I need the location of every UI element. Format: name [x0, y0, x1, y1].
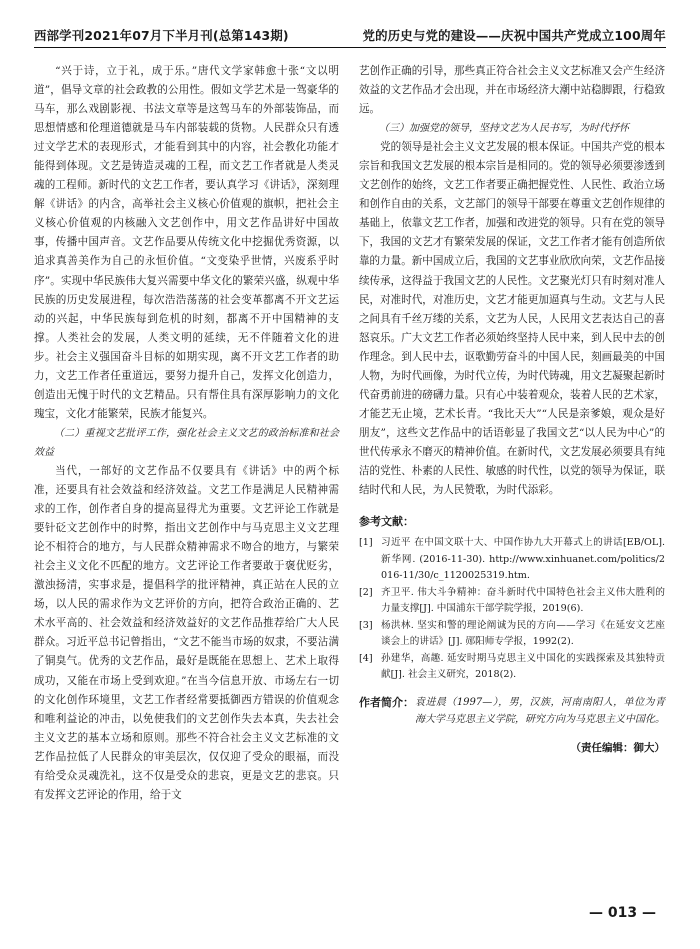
- body-paragraph: “兴于诗，立于礼，成于乐。”唐代文学家韩愈十张“文以明道”，倡导文章的社会政教的公用性。假如文学艺术是一驾豪华的马车，那么戏剧影视、书法文章等是这驾马车的外部装饰品，而思想情感和伦理道德就是马车内部装载的货物。人民群众只有透过文学艺术的表现形式，才能看到其中的内容，社会教化功能才能得到体现。文艺是铸造灵魂的工程，而文艺工作者就是人类灵魂的工程师。新时代的文艺工作者，要认真学习《讲话》，深刻理解《讲话》的内含，高举社会主义核心价值观的旗帜，把社会主义核心价值观的内核融入文艺创作中，用文艺作品讲好中国故事，传播中国声音。文艺作品要从传统文化中挖掘优秀资源，以追求真善美作为自己的永恒价值。“文变染乎世情，兴废系乎时序”。实现中华民族伟大复兴需要中华文化的繁荣兴盛，纵观中华民族的历史发展进程，每次浩浩荡荡的社会变革都离不开文艺运动的兴起，中华民族每到危机的时刻，都离不开中国精神的支撑。人类社会的发展，人类文明的延续，无不伴随着文化的进步。社会主义强国奋斗目标的如期实现，离不开文艺工作者的助力，文艺工作者任重道远，要努力提升自己，发挥文化创造力，创造出无愧于时代的文艺精品。只有帮住具有深厚影响力的文化瑰宝，文化才能繁荣，民族才能复兴。: [34, 65, 339, 420]
- reference-number: [4]: [359, 652, 373, 664]
- reference-item: [359, 618, 665, 651]
- body-paragraph: 当代，一部好的文艺作品不仅要具有《讲话》中的两个标准，还要具有社会效益和经济效益。文艺工作是满足人民精神需求的工作，创作者自身的提高显得尤为重要。文艺评论工作就是要针砭文艺创作中的时弊，指出文艺创作中与马克思主义文艺理论不相符合的地方，与人民群众精神需求不吻合的地方，与繁荣社会主义文化不匹配的地方。文艺评论工作者要敢于褒优贬劣，激浊扬清，实事求是，提倡科学的批评精神，真正站在人民的立场，以人民的需求作为文艺评价的方向，把符合政治正确的、艺术水平高的、社会效益和经济效益好的文艺作品推荐给广大人民群众。习近平总书记曾指出，“文艺不能当市场的奴隶，不要沾满了铜臭气。优秀的文艺作品，最好是既能在思想上、艺术上取得成功，又能在市场上受到欢迎。”在当今信息开放、市场左右一切的文化创作环境里，文艺工作者经常要抵御西方错误的价值观念和唯利益论的冲击，以免使我们的文艺创作失去本真，失去社会主义文艺的基本立场和原则。那些不符合社会主义文艺标准的文艺作品拉低了人民群众的审美层次，仅仅迎了受众的眼福，而没有给受众灵魂洗礼，这不仅是受众的悲哀，更是文艺的悲哀。只有发挥文艺评论的作用，给于文: [34, 464, 339, 801]
- responsible-editor: （责任编辑：御大）: [570, 741, 665, 754]
- author-bio-text: 袁进晨（1997—），男，汉族，河南南阳人，单位为青海大学马克思主义学院，研究方向为马克思主义中国化。: [415, 696, 665, 726]
- journal-issue-header: 西部学刊2021年07月下半月刊(总第143期): [34, 28, 289, 43]
- reference-number: [3]: [359, 619, 373, 631]
- section-heading: （二）重视文艺批评工作，强化社会主义文艺的政治标准和社会效益: [34, 427, 339, 458]
- left-column: [34, 62, 339, 805]
- references-title: 参考文献：: [359, 515, 414, 529]
- author-bio: [359, 694, 665, 729]
- reference-text: 习近平 在中国文联十大、中国作协九大开幕式上的讲话[EB/OL]. 新华网. (2016-11-30). http://www.xinhuanet.com/politics/2016-11/30/c_1120025319.htm.: [381, 537, 665, 582]
- reference-text: 孙建华，高趣. 延安时期马克思主义中国化的实践探索及其独特贡献[J]. 社会主义研究，2018(2).: [381, 652, 665, 681]
- reference-item: [359, 651, 665, 684]
- reference-text: 杨洪林. 坚实和警的理论阐诚为民的方向——学习《在延安文艺座谈会上的讲话》[J]. 郧阳师专学报，1992(2).: [381, 619, 665, 648]
- section-heading: （三）加强党的领导，坚持文艺为人民书写，为时代抒怀: [379, 123, 629, 135]
- reference-item: [359, 585, 665, 618]
- page-number: — 013 —: [589, 905, 656, 921]
- header-rule: [34, 47, 666, 48]
- reference-text: 齐卫平. 伟大斗争精神：奋斗新时代中国特色社会主义伟大胜利的力量支撑[J]. 中国浦东干部学院学报，2019(6).: [381, 586, 665, 615]
- reference-number: [2]: [359, 586, 373, 598]
- author-bio-label: 作者简介：: [359, 695, 414, 709]
- column-title-header: 党的历史与党的建设——庆祝中国共产党成立100周年: [362, 28, 666, 43]
- body-paragraph: 党的领导是社会主义文艺发展的根本保证。中国共产党的根本宗旨和我国文艺发展的根本宗旨是相同的。党的领导必须要渗透到文艺创作的始终，文艺工作者要正确把握党性、人民性、政治立场和创作自由的关系，文艺部门的领导干部要在尊重文艺创作规律的基础上，依靠文艺工作者，加强和改进党的领导。只有在党的领导下，我国的文艺才有繁荣发展的保证，文艺工作者才能有创造所依靠的力量。新中国成立后，我国的文艺事业欣欣向荣，文艺作品接续传承，这得益于我国文艺的人民性。文艺聚光灯只有时刻对准人民，对准时代，对准历史，文艺才能更加逼真与生动。文艺与人民之间具有千丝万缕的关系，文艺为人民，人民用文艺表达自己的喜怒哀乐。广大文艺工作者必须始终坚持人民中来，到人民中去的创作理念。到人民中去，讴歌勤劳奋斗的中国人民，刻画最美的中国人物，为时代画像，为时代立传，为时代铸魂，用文艺凝聚起新时代奋勇前进的磅礴力量。只有心中装着观众，装着人民的艺术家，才能艺无止境，艺术长青。“我比天大”“人民是亲爹娘，观众是好朋友”，这些文艺作品中的话语彰显了我国文艺“以人民为中心”的世代传承永不磨灭的精神价值。在新时代，文艺发展必须要具有纯洁的党性、朴素的人民性、敏感的时代性，以党的领导为保证，联结时代和人民，为人民赞歌，为时代添彩。: [359, 141, 665, 497]
- right-column: [359, 62, 665, 758]
- reference-number: [1]: [359, 537, 373, 549]
- body-paragraph: 艺创作正确的引导，那些真正符合社会主义文艺标准又会产生经济效益的文艺作品才会出现，并在市场经济大潮中站稳脚跟，行稳致远。: [359, 65, 665, 116]
- running-header: [34, 20, 666, 44]
- reference-item: [359, 535, 665, 585]
